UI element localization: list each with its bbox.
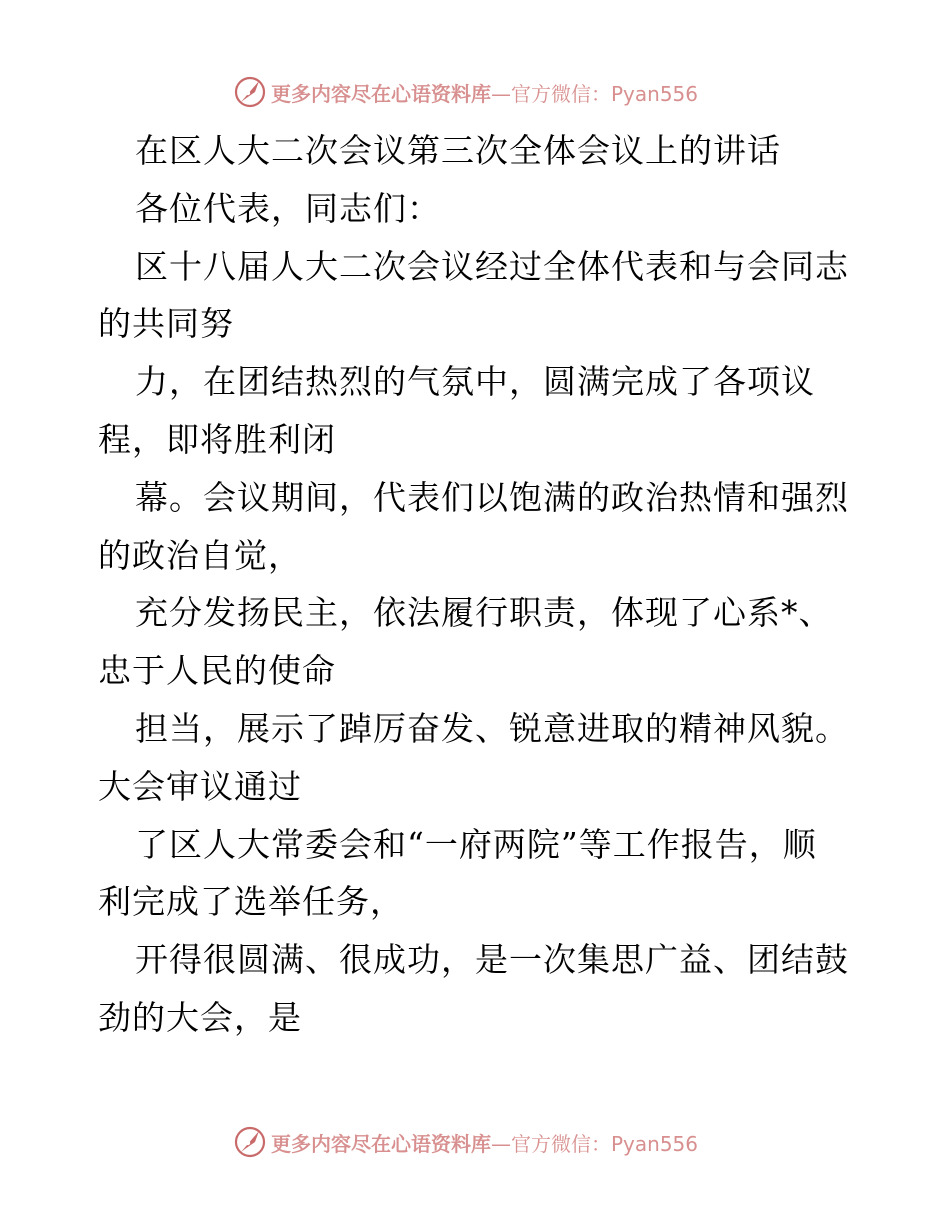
- paragraph-line: 的共同努: [98, 304, 234, 344]
- paragraph-line: 充分发扬民主，依法履行职责，体现了心系*、: [135, 593, 833, 633]
- quill-logo-icon: [233, 1125, 267, 1159]
- quill-logo-icon: [233, 75, 267, 109]
- watermark-text: 更多内容尽在心语资料库: [271, 81, 491, 106]
- paragraph-line: 了区人大常委会和“一府两院”等工作报告，顺: [135, 824, 817, 864]
- paragraph-line: 利完成了选举任务，: [98, 882, 404, 922]
- paragraph-line: 大会审议通过: [98, 766, 302, 806]
- paragraph-line: 程，即将胜利闭: [98, 419, 336, 459]
- document-title: 在区人大二次会议第三次全体会议上的讲话: [135, 131, 781, 170]
- watermark-contact: —官方微信：Pyan556: [491, 81, 699, 106]
- paragraph-line: 开得很圆满、很成功，是一次集思广益、团结鼓: [135, 940, 849, 980]
- paragraph-line: 忠于人民的使命: [98, 651, 336, 691]
- footer-watermark: [233, 1122, 698, 1162]
- paragraph-line: 担当，展示了踔厉奋发、锐意进取的精神风貌。: [135, 708, 849, 748]
- watermark-text: 更多内容尽在心语资料库: [271, 1131, 491, 1156]
- paragraph-line: 力，在团结热烈的气氛中，圆满完成了各项议: [135, 362, 815, 402]
- paragraph-line: 幕。会议期间，代表们以饱满的政治热情和强烈: [135, 477, 849, 517]
- header-watermark: [233, 72, 698, 112]
- paragraph-line: 劲的大会，是: [98, 997, 302, 1037]
- salutation: 各位代表，同志们：: [135, 188, 441, 228]
- watermark-contact: —官方微信：Pyan556: [491, 1131, 699, 1156]
- document-body: [98, 122, 858, 1047]
- paragraph-line: 的政治自觉，: [98, 535, 302, 575]
- paragraph-line: 区十八届人大二次会议经过全体代表和与会同志: [135, 246, 849, 286]
